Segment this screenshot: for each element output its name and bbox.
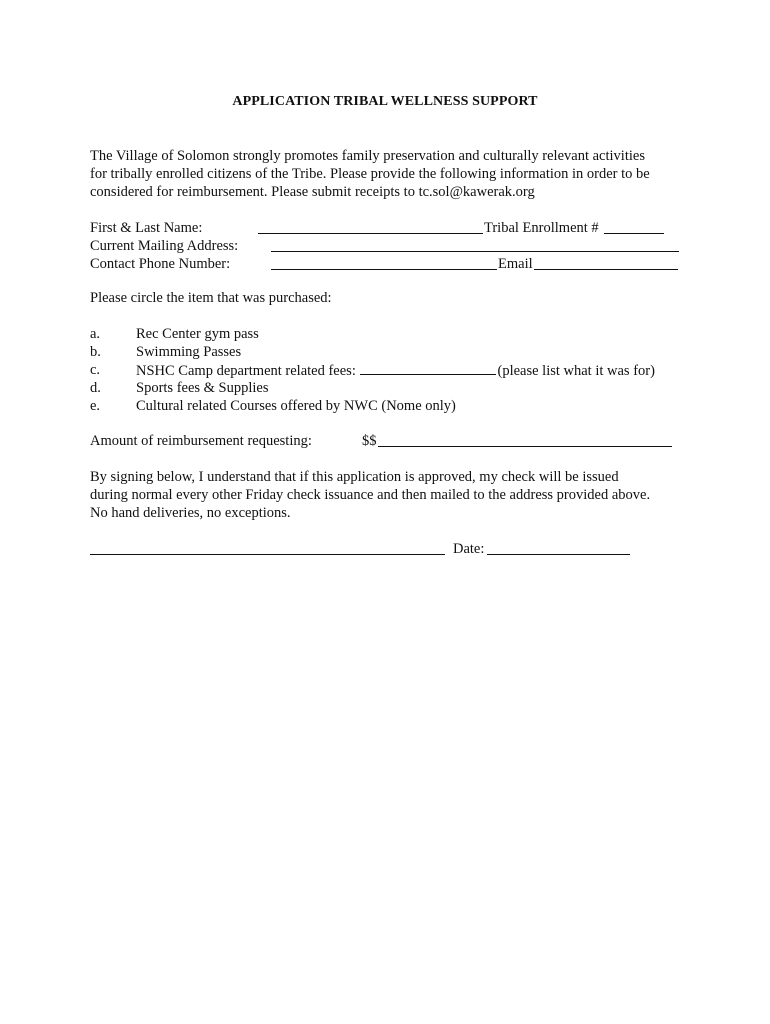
name-field[interactable] [258, 219, 483, 234]
item-letter: a. [90, 326, 101, 342]
item-letter: c. [90, 362, 101, 378]
item-text: Rec Center gym pass [136, 326, 259, 342]
agreement-paragraph [90, 468, 700, 522]
form-title: APPLICATION TRIBAL WELLNESS SUPPORT [232, 94, 538, 109]
date-field[interactable] [487, 540, 630, 555]
amount-currency: $$ [362, 433, 377, 449]
name-row [90, 219, 690, 237]
item-letter: e. [90, 398, 101, 414]
intro-line: for tribally enrolled citizens of the Tribe. Please provide the following information in order to be [90, 166, 650, 182]
list-item[interactable] [90, 343, 710, 361]
name-label: First & Last Name: [90, 220, 203, 236]
fees-description-field[interactable] [360, 361, 496, 375]
items-prompt: Please circle the item that was purchased: [90, 290, 332, 306]
phone-field[interactable] [271, 255, 497, 270]
agreement-line: No hand deliveries, no exceptions. [90, 505, 291, 521]
address-row [90, 237, 690, 255]
applicant-fields [90, 219, 690, 273]
item-text: Swimming Passes [136, 344, 242, 360]
enrollment-field[interactable] [604, 219, 664, 234]
item-text-with-blank [136, 361, 655, 380]
intro-line: The Village of Solomon strongly promotes family preservation and culturally relevant activities [90, 148, 645, 164]
address-label: Current Mailing Address: [90, 238, 239, 254]
purchase-items-list [90, 325, 710, 415]
intro-paragraph [90, 147, 700, 201]
agreement-line: during normal every other Friday check issuance and then mailed to the address provided above. [90, 487, 651, 503]
list-item[interactable] [90, 397, 710, 415]
phone-label: Contact Phone Number: [90, 256, 231, 272]
item-letter: b. [90, 344, 101, 360]
amount-row [90, 432, 690, 450]
amount-label: Amount of reimbursement requesting: [90, 433, 312, 449]
item-suffix: (please list what it was for) [497, 363, 655, 379]
item-text: NSHC Camp department related fees: [136, 363, 356, 379]
item-text: Sports fees & Supplies [136, 380, 269, 396]
list-item[interactable] [90, 361, 710, 379]
intro-line: considered for reimbursement. Please submit receipts to tc.sol@kawerak.org [90, 184, 535, 200]
list-item[interactable] [90, 379, 710, 397]
enrollment-label: Tribal Enrollment # [484, 220, 599, 236]
email-label: Email [498, 256, 533, 272]
item-text: Cultural related Courses offered by NWC (Nome only) [136, 398, 456, 414]
email-field[interactable] [534, 255, 678, 270]
signature-row [90, 540, 650, 558]
date-label: Date: [453, 541, 485, 557]
agreement-line: By signing below, I understand that if this application is approved, my check will be issued [90, 469, 619, 485]
amount-field[interactable] [378, 432, 672, 447]
item-letter: d. [90, 380, 101, 396]
phone-row [90, 255, 690, 273]
signature-field[interactable] [90, 540, 445, 555]
address-field[interactable] [271, 237, 679, 252]
list-item[interactable] [90, 325, 710, 343]
